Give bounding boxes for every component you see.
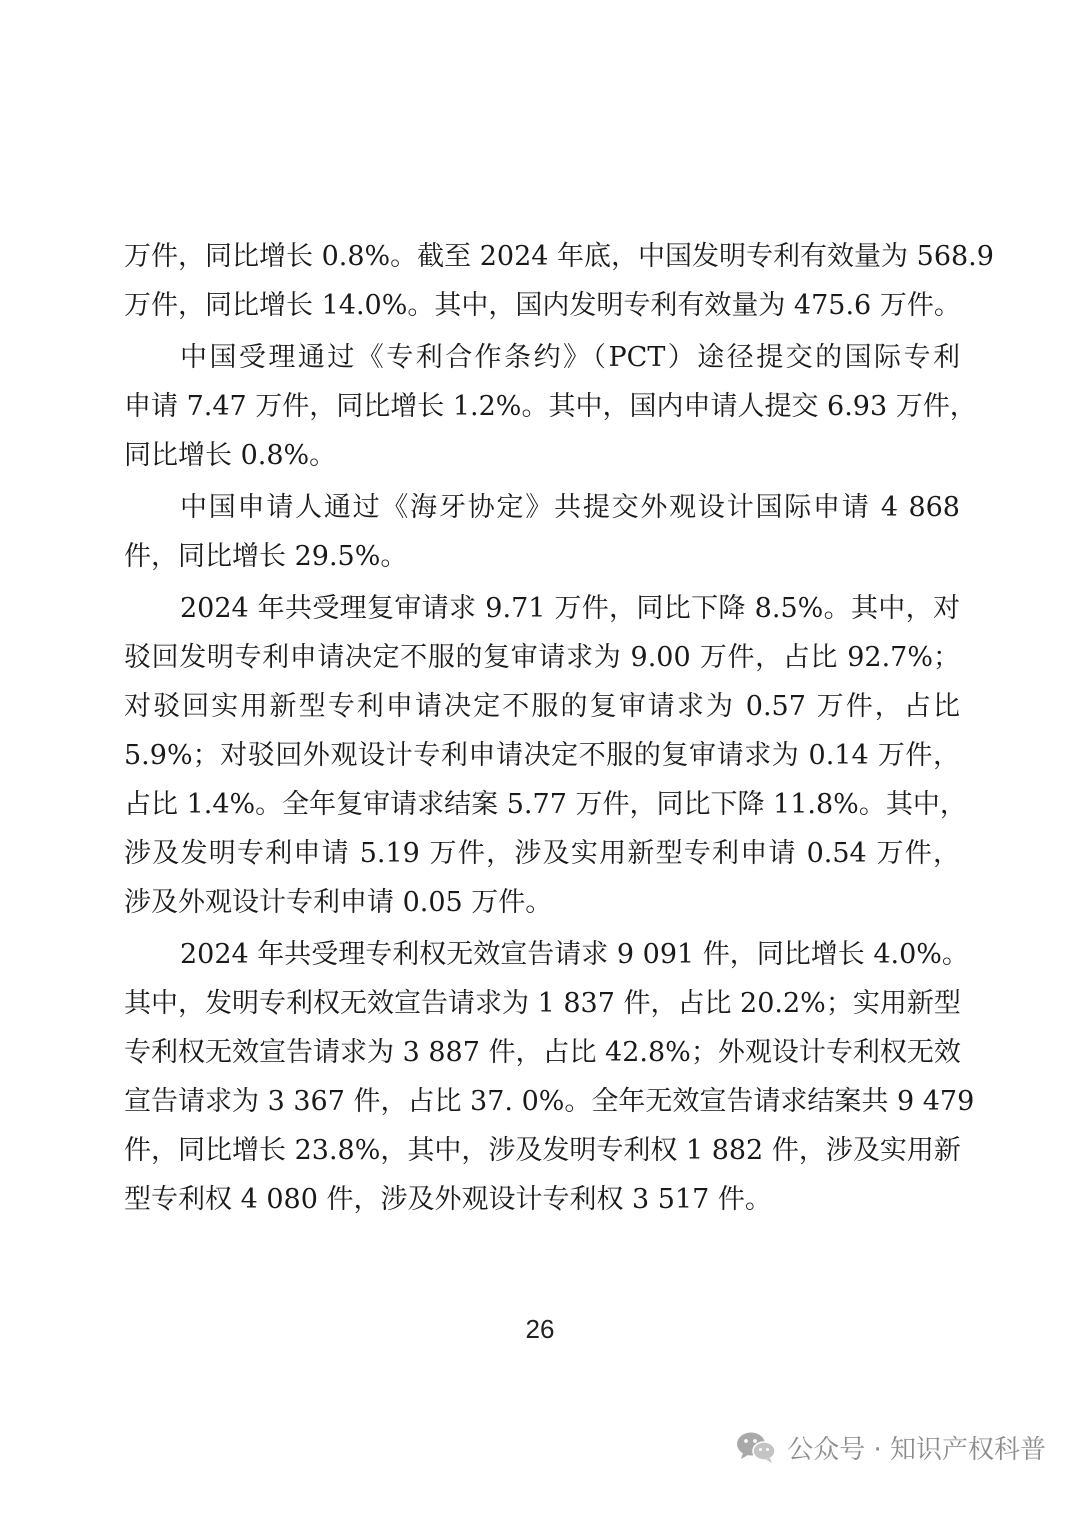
text-line: 驳回发明专利申请决定不服的复审请求为 9.00 万件，占比 92.7%； <box>124 642 960 673</box>
text-line: 万件，同比增长 0.8%。截至 2024 年底，中国发明专利有效量为 568.9 <box>124 241 994 272</box>
text-line: 型专利权 4 080 件，涉及外观设计专利权 3 517 件。 <box>124 1184 772 1215</box>
text-line: 申请 7.47 万件，同比增长 1.2%。其中，国内申请人提交 6.93 万件， <box>124 391 977 422</box>
document-body <box>124 232 994 1224</box>
paragraph-start: 中国受理通过《专利合作条约》（PCT）途径提交的国际专利 <box>180 342 960 373</box>
watermark-text: 公众号 · 知识产权科普 <box>787 1434 1046 1465</box>
paragraph-start: 中国申请人通过《海牙协定》共提交外观设计国际申请 4 868 <box>180 492 960 523</box>
text-line: 其中，发明专利权无效宣告请求为 1 837 件，占比 20.2%；实用新型 <box>124 988 961 1019</box>
wechat-icon <box>735 1430 777 1464</box>
text-line: 占比 1.4%。全年复审请求结案 5.77 万件，同比下降 11.8%。其中， <box>124 789 967 820</box>
text-line: 件，同比增长 29.5%。 <box>124 541 408 572</box>
paragraph-start: 2024 年共受理复审请求 9.71 万件，同比下降 8.5%。其中，对 <box>180 593 960 624</box>
paragraph-start: 2024 年共受理专利权无效宣告请求 9 091 件，同比增长 4.0%。 <box>180 939 969 970</box>
text-line: 同比增长 0.8%。 <box>124 440 337 471</box>
text-line: 对驳回实用新型专利申请决定不服的复审请求为 0.57 万件，占比 <box>124 691 960 722</box>
text-line: 5.9%；对驳回外观设计专利申请决定不服的复审请求为 0.14 万件， <box>124 740 960 771</box>
watermark <box>735 1425 1046 1469</box>
text-line: 万件，同比增长 14.0%。其中，国内发明专利有效量为 475.6 万件。 <box>124 290 961 321</box>
page-number: 26 <box>525 1314 555 1344</box>
text-line: 件，同比增长 23.8%，其中，涉及发明专利权 1 882 件，涉及实用新 <box>124 1135 961 1166</box>
text-line: 宣告请求为 3 367 件，占比 37. 0%。全年无效宣告请求结案共 9 479 <box>124 1086 975 1117</box>
text-line: 涉及发明专利申请 5.19 万件，涉及实用新型专利申请 0.54 万件， <box>124 838 960 869</box>
text-line: 专利权无效宣告请求为 3 887 件，占比 42.8%；外观设计专利权无效 <box>124 1037 961 1068</box>
text-line: 涉及外观设计专利申请 0.05 万件。 <box>124 887 553 918</box>
